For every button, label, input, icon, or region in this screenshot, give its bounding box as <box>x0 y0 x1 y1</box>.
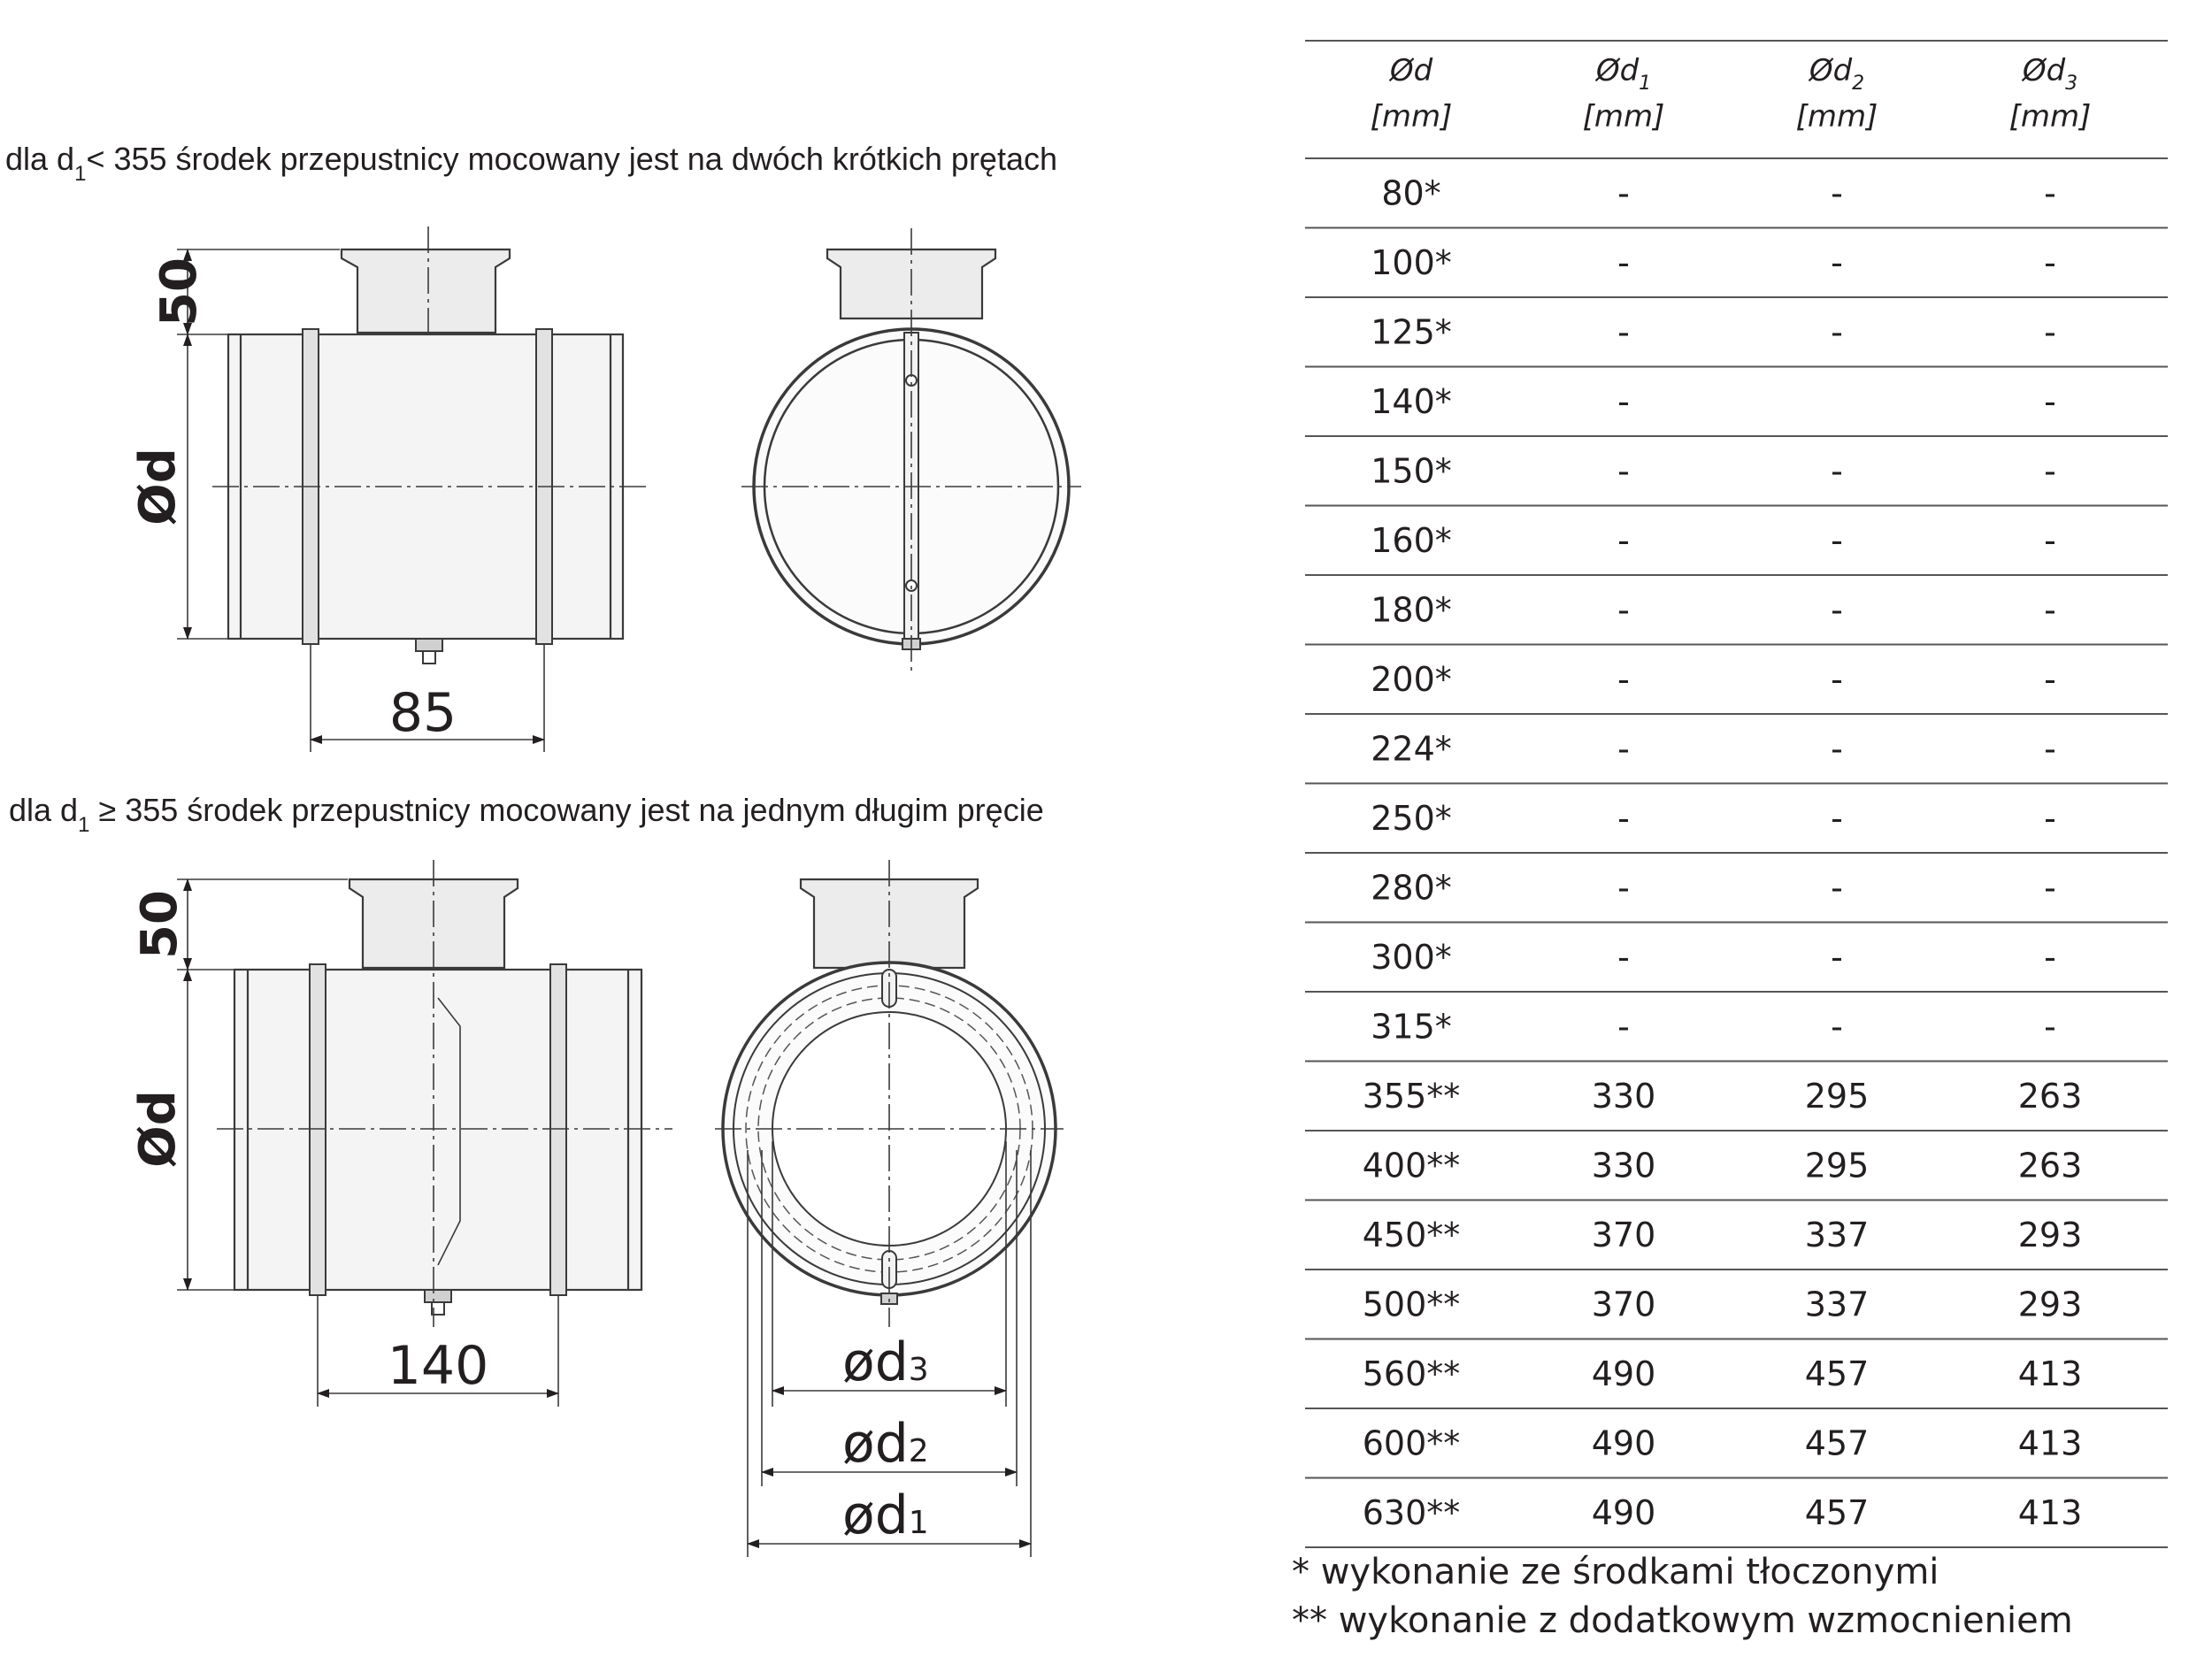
svg-text:[mm]: [mm] <box>1795 99 1878 134</box>
table-cell: 630** <box>1362 1492 1461 1532</box>
table-cell: 457 <box>1804 1492 1870 1532</box>
table-cell: 330 <box>1591 1076 1656 1116</box>
table-cell: - <box>1617 242 1630 282</box>
table-cell: - <box>1617 590 1630 630</box>
table-cell: - <box>1617 937 1630 977</box>
table-cell: 490 <box>1591 1354 1656 1393</box>
table-cell: 263 <box>2017 1146 2083 1185</box>
table-cell: 370 <box>1591 1285 1656 1324</box>
table-cell: 200* <box>1371 659 1452 699</box>
table-row <box>1305 1007 2168 1061</box>
table-row <box>1305 729 2168 783</box>
table-cell: 140* <box>1371 381 1452 421</box>
table-row <box>1305 521 2168 575</box>
table-cell: 337 <box>1804 1215 1870 1254</box>
table-cell: 500** <box>1362 1285 1461 1324</box>
table-row <box>1305 1285 2168 1339</box>
header-d3: $Ød_3$ <box>2022 53 2078 95</box>
table-cell: - <box>1617 451 1630 491</box>
table-cell: - <box>2044 868 2056 908</box>
table-cell: - <box>2044 312 2056 352</box>
table-cell: - <box>2044 520 2056 560</box>
table-cell: 150* <box>1371 451 1452 491</box>
table-cell: - <box>1617 729 1630 769</box>
table-cell: - <box>1831 451 1843 491</box>
caption-bottom: dla $d_1 \ge 355$ środek przepustnicy mocowany jest na jednym długim pręcie <box>9 792 1044 837</box>
header-d: Ød <box>1389 53 1433 88</box>
table-cell: - <box>2044 659 2056 699</box>
rib-right <box>550 964 566 1295</box>
dim-d3: ød3 <box>842 1331 929 1393</box>
shaft-end <box>423 651 435 664</box>
table-cell: 413 <box>2017 1492 2083 1532</box>
table-cell: - <box>2044 729 2056 769</box>
table-cell: 490 <box>1591 1423 1656 1463</box>
table-row <box>1305 1146 2168 1200</box>
dim-top-diameter: Ød <box>129 448 188 525</box>
table-cell: 295 <box>1804 1076 1870 1116</box>
top-side-view <box>129 226 650 752</box>
table-row <box>1305 1216 2168 1270</box>
table-cell: 490 <box>1591 1492 1656 1532</box>
table-row <box>1305 799 2168 853</box>
dim-d2: ød2 <box>842 1413 929 1475</box>
table-cell: 100* <box>1371 242 1452 282</box>
table-row <box>1305 312 2168 366</box>
table-cell: - <box>1617 1007 1630 1047</box>
dim-top-length: 85 <box>388 682 457 744</box>
table-row <box>1305 382 2168 436</box>
dim-d1: ød1 <box>842 1484 929 1546</box>
top-front-view <box>741 228 1081 672</box>
table-row <box>1305 1493 2168 1547</box>
table-cell: 293 <box>2017 1215 2083 1254</box>
table-cell: - <box>1831 520 1843 560</box>
table-cell: - <box>2044 590 2056 630</box>
table-cell: - <box>2044 798 2056 838</box>
table-cell: 413 <box>2017 1354 2083 1393</box>
svg-text:[mm]: [mm] <box>2008 99 2092 134</box>
table-cell: 80* <box>1381 173 1441 213</box>
dim-bottom-length: 140 <box>387 1335 489 1397</box>
dim-bottom-diameter: Ød <box>129 1090 188 1168</box>
table-cell: 560** <box>1362 1354 1461 1393</box>
damper-body <box>234 970 641 1290</box>
dimensions-table <box>1305 41 2168 1547</box>
table-cell: - <box>2044 381 2056 421</box>
actuator-bracket <box>342 249 510 333</box>
footnote-double-star: ** wykonanie z dodatkowym wzmocnieniem <box>1292 1600 2073 1641</box>
header-d1: $Ød_1$ <box>1595 53 1652 95</box>
table-cell: 450** <box>1362 1215 1461 1254</box>
table-cell: 263 <box>2017 1076 2083 1116</box>
table-cell: 330 <box>1591 1146 1656 1185</box>
table-cell: - <box>2044 1007 2056 1047</box>
table-row <box>1305 1354 2168 1408</box>
table-row <box>1305 660 2168 714</box>
table-row <box>1305 173 2168 227</box>
table-cell: 295 <box>1804 1146 1870 1185</box>
table-cell: - <box>1831 173 1843 213</box>
table-cell: - <box>2044 937 2056 977</box>
table-cell: - <box>1617 173 1630 213</box>
table-cell: - <box>1617 381 1630 421</box>
table-row <box>1305 1077 2168 1131</box>
caption-top: dla $d_1< 355$ środek przepustnicy mocowany jest na dwóch krótkich prętach <box>5 141 1057 186</box>
table-cell: 413 <box>2017 1423 2083 1463</box>
table-cell: 160* <box>1371 520 1452 560</box>
table-cell: - <box>1831 590 1843 630</box>
table-cell: - <box>1617 659 1630 699</box>
table-row <box>1305 938 2168 992</box>
table-cell: 600** <box>1362 1423 1461 1463</box>
table-cell: - <box>1617 520 1630 560</box>
table-cell: - <box>1831 1007 1843 1047</box>
table-cell: - <box>1831 312 1843 352</box>
table-cell: - <box>1831 868 1843 908</box>
table-cell: - <box>1831 937 1843 977</box>
table-cell: 125* <box>1371 312 1452 352</box>
table-cell: 457 <box>1804 1354 1870 1393</box>
table-cell: 300* <box>1371 937 1452 977</box>
table-cell: - <box>1617 868 1630 908</box>
bottom-front-view <box>715 860 1064 1557</box>
footnote-single-star: * wykonanie ze środkami tłoczonymi <box>1292 1552 1939 1592</box>
table-cell: - <box>1831 242 1843 282</box>
table-row <box>1305 451 2168 505</box>
rib-left <box>310 964 326 1295</box>
table-cell: - <box>1831 798 1843 838</box>
svg-text:[mm]: [mm] <box>1582 99 1665 134</box>
table-row <box>1305 590 2168 644</box>
table-cell: 224* <box>1371 729 1452 769</box>
table-cell: - <box>1831 659 1843 699</box>
table-cell: - <box>1831 729 1843 769</box>
table-cell: 180* <box>1371 590 1452 630</box>
table-row <box>1305 868 2168 922</box>
bottom-side-view <box>129 860 672 1407</box>
header-d2: $Ød_2$ <box>1809 53 1865 95</box>
table-cell: 315* <box>1371 1007 1452 1047</box>
table-cell: 457 <box>1804 1423 1870 1463</box>
svg-text:[mm]: [mm] <box>1370 99 1453 134</box>
table-cell: - <box>2044 451 2056 491</box>
table-cell: 280* <box>1371 868 1452 908</box>
table-cell: 293 <box>2017 1285 2083 1324</box>
table-cell: 370 <box>1591 1215 1656 1254</box>
table-cell: - <box>1617 312 1630 352</box>
table-cell: 337 <box>1804 1285 1870 1324</box>
table-header <box>1371 53 2092 134</box>
table-cell: - <box>1617 798 1630 838</box>
table-cell: - <box>2044 242 2056 282</box>
table-row <box>1305 1423 2168 1477</box>
dim-top-height: 50 <box>150 257 209 326</box>
table-cell: 355** <box>1362 1076 1461 1116</box>
table-row <box>1305 243 2168 297</box>
table-cell: 250* <box>1371 798 1452 838</box>
table-body <box>1305 173 2168 1547</box>
table-cell: - <box>2044 173 2056 213</box>
table-cell: 400** <box>1362 1146 1461 1185</box>
dim-bottom-height: 50 <box>131 890 189 959</box>
